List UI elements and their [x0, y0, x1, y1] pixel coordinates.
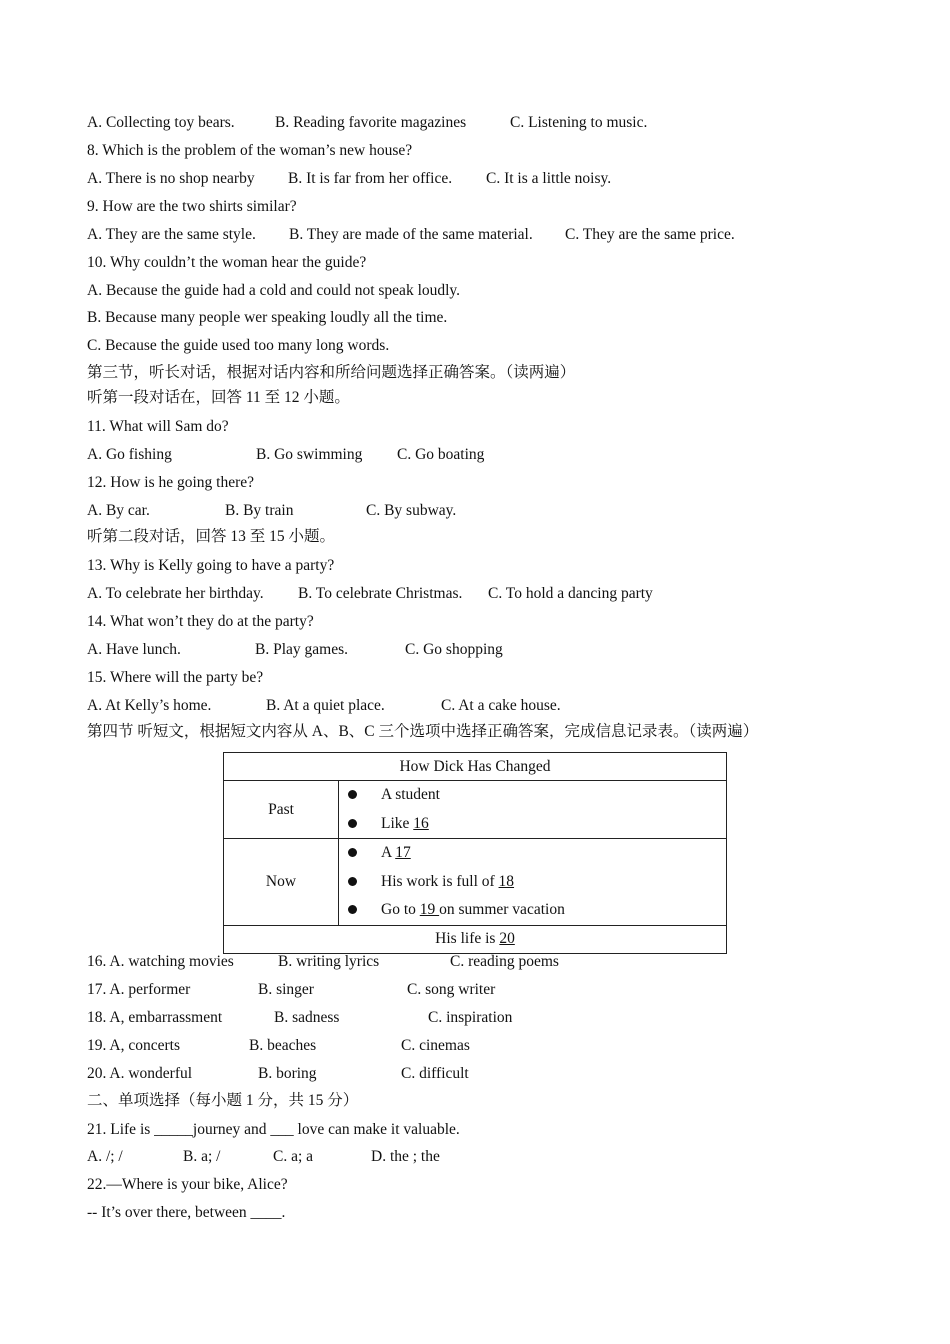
section3-dialog2: 听第二段对话，回答 13 至 15 小题。: [87, 528, 336, 545]
option-a: 17. A. performer: [87, 981, 191, 998]
option-c: C. song writer: [407, 981, 496, 998]
option-c: C. They are the same price.: [565, 226, 735, 243]
option-b: B. They are made of the same material.: [289, 226, 533, 243]
bullet-icon: [348, 819, 357, 828]
option-c: C. Go boating: [397, 446, 485, 463]
option-b: B. At a quiet place.: [266, 697, 385, 714]
option-c: C. reading poems: [450, 953, 559, 970]
q13-stem: 13. Why is Kelly going to have a party?: [87, 557, 335, 574]
list-item: His work is full of 18: [339, 868, 726, 897]
option-c: C. Listening to music.: [510, 114, 648, 131]
part2-title: 二、单项选择（每小题 1 分，共 15 分）: [87, 1092, 359, 1109]
option-a: A. Collecting toy bears.: [87, 114, 235, 131]
bullet-icon: [348, 848, 357, 857]
option-c: C. By subway.: [366, 502, 457, 519]
option-c: C. a; a: [273, 1148, 314, 1165]
option-a: A. By car.: [87, 502, 150, 519]
option-b: B. To celebrate Christmas.: [298, 585, 463, 602]
option-a: 19. A, concerts: [87, 1037, 180, 1054]
option-c: C. difficult: [401, 1065, 469, 1082]
option-a: 18. A, embarrassment: [87, 1009, 223, 1026]
bullet-icon: [348, 877, 357, 886]
option-c: C. cinemas: [401, 1037, 470, 1054]
q15-stem: 15. Where will the party be?: [87, 669, 264, 686]
section4-title: 第四节 听短文，根据短文内容从 A、B、C 三个选项中选择正确答案，完成信息记录表。（读两遍）: [87, 723, 759, 740]
option-c: C. At a cake house.: [441, 697, 561, 714]
option-b: B. Go swimming: [256, 446, 363, 463]
option-b: B. Play games.: [255, 641, 348, 658]
q10-option-c: C. Because the guide used too many long words.: [87, 337, 390, 354]
option-a: A. There is no shop nearby: [87, 170, 255, 187]
q21-stem: 21. Life is _____journey and ___ love can make it valuable.: [87, 1121, 460, 1138]
blank-18: 18: [498, 872, 515, 890]
blank-16: 16: [413, 814, 429, 832]
option-b: B. boring: [258, 1065, 317, 1082]
list-item: A student: [339, 781, 726, 810]
q9-stem: 9. How are the two shirts similar?: [87, 198, 297, 215]
q22-stem: 22.—Where is your bike, Alice?: [87, 1176, 288, 1193]
q8-stem: 8. Which is the problem of the woman’s new house?: [87, 142, 413, 159]
option-b: B. a; /: [183, 1148, 221, 1165]
q22-reply: -- It’s over there, between ____.: [87, 1204, 286, 1221]
table-title: How Dick Has Changed: [224, 753, 727, 781]
blank-17: 17: [395, 844, 411, 861]
list-item: Go to 19 on summer vacation: [339, 896, 726, 925]
option-c: C. To hold a dancing party: [488, 585, 653, 602]
list-item: A 17: [339, 839, 726, 868]
option-b: B. singer: [258, 981, 314, 998]
now-items: [339, 839, 727, 926]
option-a: A. Go fishing: [87, 446, 172, 463]
option-b: B. beaches: [249, 1037, 317, 1054]
option-b: B. writing lyrics: [278, 953, 380, 970]
q10-stem: 10. Why couldn’t the woman hear the guide?: [87, 254, 367, 271]
option-a: A. /; /: [87, 1148, 123, 1165]
q11-stem: 11. What will Sam do?: [87, 418, 229, 435]
option-d: D. the ; the: [371, 1148, 440, 1165]
option-a: A. At Kelly’s home.: [87, 697, 212, 714]
option-b: B. It is far from her office.: [288, 170, 453, 187]
bullet-icon: [348, 790, 357, 799]
blank-20: 20: [499, 930, 515, 947]
section3-title: 第三节，听长对话，根据对话内容和所给问题选择正确答案。（读两遍）: [87, 364, 576, 381]
q10-option-b: B. Because many people wer speaking loudly all the time.: [87, 309, 448, 326]
option-b: B. Reading favorite magazines: [275, 114, 467, 131]
option-a: 16. A. watching movies: [87, 953, 234, 970]
blank-19: 19: [419, 901, 440, 918]
section3-dialog1: 听第一段对话在，回答 11 至 12 小题。: [87, 389, 350, 406]
bullet-icon: [348, 905, 357, 914]
q12-stem: 12. How is he going there?: [87, 474, 255, 491]
now-label: Now: [224, 839, 339, 926]
info-record-table: [223, 752, 727, 954]
option-c: C. inspiration: [428, 1009, 513, 1026]
option-b: B. By train: [225, 502, 294, 519]
past-label: Past: [224, 781, 339, 839]
option-a: A. They are the same style.: [87, 226, 256, 243]
q10-option-a: A. Because the guide had a cold and could not speak loudly.: [87, 282, 461, 299]
q14-stem: 14. What won’t they do at the party?: [87, 613, 314, 630]
option-b: B. sadness: [274, 1009, 340, 1026]
past-items: [339, 781, 727, 839]
option-a: A. Have lunch.: [87, 641, 181, 658]
option-c: C. It is a little noisy.: [486, 170, 612, 187]
option-c: C. Go shopping: [405, 641, 503, 658]
option-a: 20. A. wonderful: [87, 1065, 193, 1082]
table-footer: His life is 20: [224, 925, 727, 953]
list-item: Like 16: [339, 810, 726, 839]
option-a: A. To celebrate her birthday.: [87, 585, 264, 602]
